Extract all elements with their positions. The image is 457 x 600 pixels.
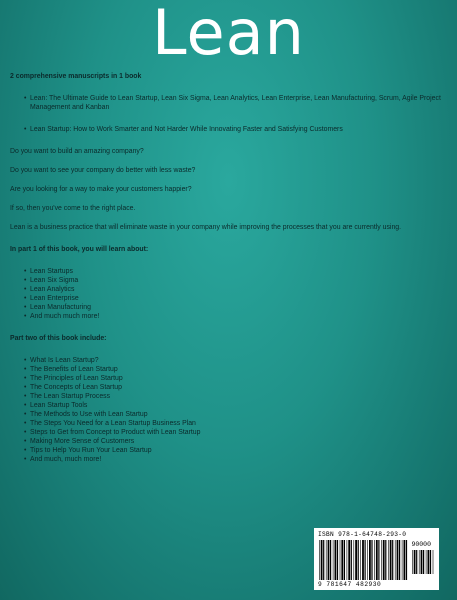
part1-item: • Lean Enterprise [24, 294, 447, 303]
part2-item: • The Lean Startup Process [24, 392, 447, 401]
price-barcode-graphic [411, 550, 435, 574]
isbn-barcode [314, 528, 439, 590]
barcode-bars-graphic [318, 540, 408, 580]
intro-text: 2 comprehensive manuscripts in 1 book [10, 73, 142, 80]
part2-item: • And much, much more! [24, 455, 447, 464]
part2-item: • The Steps You Need for a Lean Startup Business Plan [24, 419, 447, 428]
part2-list [10, 356, 447, 464]
part2-item: • What Is Lean Startup? [24, 356, 447, 365]
description-text: Lean is a business practice that will eliminate waste in your company while improving the processes that you are currently using. [10, 224, 402, 231]
barcode-bars [318, 540, 435, 580]
book-title: Lean [152, 0, 305, 69]
isbn-label: ISBN 978-1-64748-293-0 [318, 531, 407, 538]
part2-item: • The Benefits of Lean Startup [24, 365, 447, 374]
part1-item: • Lean Six Sigma [24, 276, 447, 285]
part1-heading: In part 1 of this book, you will learn about: [10, 246, 149, 253]
manuscript-item: • Lean Startup: How to Work Smarter and Not Harder While Innovating Faster and Satisfying Customers [24, 125, 447, 134]
barcode-number: 9 781647 482930 [318, 581, 382, 588]
question-text: Do you want to see your company do better with less waste? [10, 167, 196, 174]
question-text: Are you looking for a way to make your customers happier? [10, 186, 192, 193]
part2-item: • Making More Sense of Customers [24, 437, 447, 446]
part2-item: • Lean Startup Tools [24, 401, 447, 410]
part1-item: • Lean Analytics [24, 285, 447, 294]
question-text: Do you want to build an amazing company? [10, 148, 144, 155]
price-code: 90000 [411, 541, 431, 548]
part1-list [10, 267, 447, 321]
part2-item: • The Methods to Use with Lean Startup [24, 410, 447, 419]
part1-item: • Lean Startups [24, 267, 447, 276]
manuscript-list [10, 94, 447, 134]
part2-item: • Steps to Get from Concept to Product with Lean Startup [24, 428, 447, 437]
part2-item: • Tips to Help You Run Your Lean Startup [24, 446, 447, 455]
part2-item: • The Principles of Lean Startup [24, 374, 447, 383]
part1-item: • Lean Manufacturing [24, 303, 447, 312]
question-text: If so, then you've come to the right place. [10, 205, 136, 212]
part1-item: • And much much more! [24, 312, 447, 321]
manuscript-item: • Lean: The Ultimate Guide to Lean Startup, Lean Six Sigma, Lean Analytics, Lean Enterprise, Lean Manufacturing, Scrum, Agile Project Management and Kanban [24, 94, 447, 112]
part2-heading: Part two of this book include: [10, 335, 107, 342]
part2-item: • The Concepts of Lean Startup [24, 383, 447, 392]
back-cover-text [10, 72, 447, 464]
